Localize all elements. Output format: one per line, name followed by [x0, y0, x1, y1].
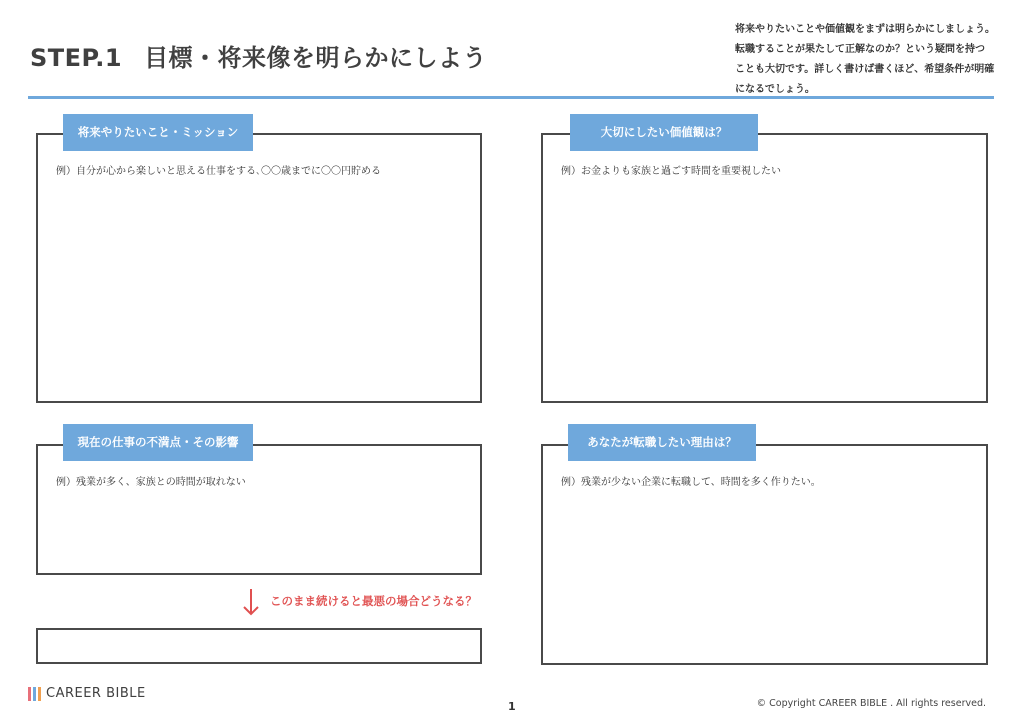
- header-divider: [28, 96, 994, 99]
- down-arrow-icon: [241, 588, 261, 616]
- intro-text: [735, 20, 1005, 100]
- worst-case-box[interactable]: [36, 628, 482, 664]
- title-text: 目標・将来像を明らかにしよう: [144, 44, 488, 72]
- reason-example: 例）残業が少ない企業に転職して、時間を多く作りたい。: [561, 477, 821, 488]
- intro-line: になるでしょう。: [735, 84, 815, 95]
- mission-label: 将来やりたいこと・ミッション: [63, 114, 253, 151]
- values-example: 例）お金よりも家族と過ごす時間を重要視したい: [561, 166, 781, 177]
- reason-label: あなたが転職したい理由は？: [568, 424, 756, 461]
- page-number: 1: [508, 700, 516, 713]
- intro-line: 将来やりたいことや価値観をまずは明らかにしましょう。: [735, 24, 995, 35]
- worst-case-prompt: このまま続けると最悪の場合どうなる？: [270, 594, 477, 608]
- intro-line: ことも大切です。詳しく書けば書くほど、希望条件が明確: [735, 64, 995, 75]
- values-label: 大切にしたい価値観は？: [570, 114, 758, 151]
- dissatisfaction-label: 現在の仕事の不満点・その影響: [63, 424, 253, 461]
- dissatisfaction-example: 例）残業が多く、家族との時間が取れない: [56, 477, 246, 488]
- logo-text: CAREER BIBLE: [46, 686, 146, 701]
- page-title: [30, 38, 487, 73]
- mission-example: 例）自分が心から楽しいと思える仕事をする､〇〇歳までに〇〇円貯める: [56, 166, 381, 177]
- step-number: STEP.1: [30, 44, 123, 72]
- dissatisfaction-box[interactable]: [36, 444, 482, 575]
- copyright: © Copyright CAREER BIBLE . All rights reserved.: [756, 698, 986, 709]
- career-bible-logo: [28, 686, 146, 701]
- logo-bars-icon: [28, 687, 41, 701]
- intro-line: 転職することが果たして正解なのか？という疑問を持つ: [735, 44, 985, 55]
